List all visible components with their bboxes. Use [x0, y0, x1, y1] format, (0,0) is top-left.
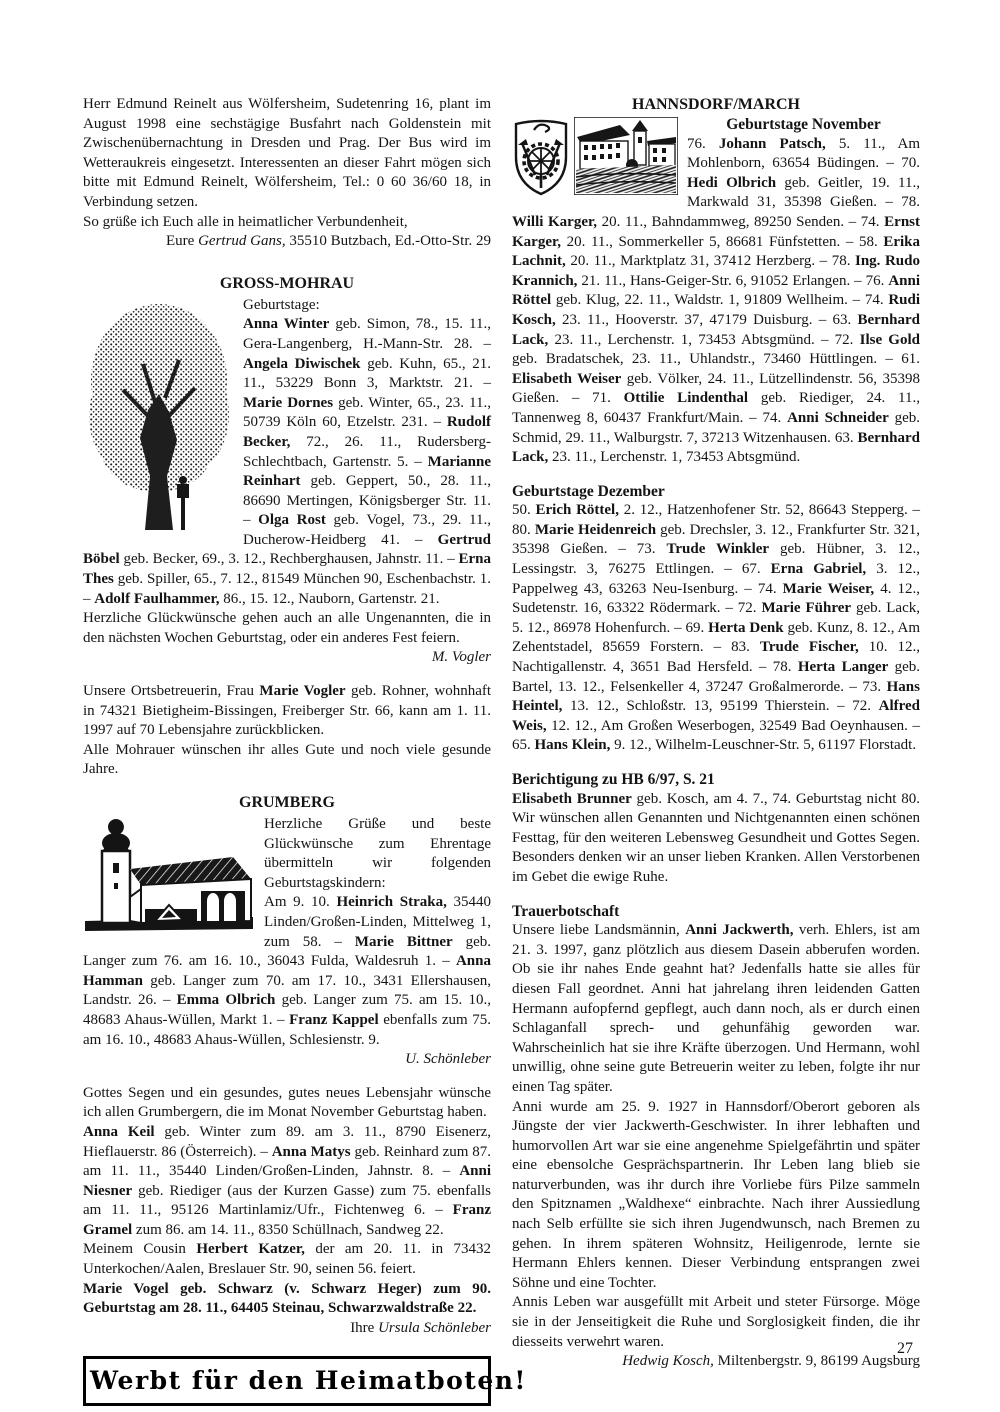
grumberg-intro: Herzliche Grüße und beste Glückwünsche zum Ehrentage übermitteln wir folgenden Geburtstagskindern:: [264, 816, 491, 891]
marie-vogler-note: Unsere Ortsbetreuerin, Frau Marie Vogler geb. Rohner, wohnhaft in 74321 Bietigheim-Bissingen, Freiberger Str. 66, kann am 1. 11. 1997 auf 70 Lebensjahre zurückblicken.: [83, 683, 492, 739]
herbert-katzer-note: Meinem Cousin Herbert Katzer, der am 20. 11. in 73432 Unterkochen/Aalen, Breslauer Str. 90, seinen 56. feiert.: [83, 1241, 491, 1278]
obituary-title: Trauerbotschaft: [512, 902, 620, 920]
gross-mohrau-birthdays: Anna Winter geb. Simon, 78., 15. 11., Gera-Langenberg, H.-Mann-Str. 28. – Angela Diwischek geb. Kuhn, 65., 21. 11., 53229 Bonn 3, Marktstr. 21. – Marie Dornes geb. Winter, 65., 23. 11., 50739 Köln 60, Etzelstr. 231. – Rudolf Becker, 72., 26. 11., Rudersberg-Schlechtbach, Gartenstr. 5. – Marianne Reinhart geb. Geppert, 50., 28. 11., 86690 Mertingen, Königsberger Str. 11. – Olga Rost geb. Vogel, 73., 29. 11., Ducherow-Heidberg 41. – Gertrud Böbel geb. Becker, 69., 3. 12., Rechberghausen, Jahnstr. 11. – Erna Thes geb. Spiller, 65., 7. 12., 81549 München 90, Eschenbachstr. 1. – Adolf Faulhammer, 86., 15. 12., Nauborn, Gartenstr. 21.: [83, 316, 492, 607]
coat-of-arms-illustration: [512, 117, 570, 197]
grumberg-blessing: Gottes Segen und ein gesundes, gutes neues Lebensjahr wünsche ich allen Grumbergern, die im Monat November Geburtstag haben.: [83, 1084, 491, 1121]
promo-banner: [83, 1356, 527, 1406]
gross-mohrau-section: [83, 296, 491, 610]
closing-greeting: So grüße ich Euch alle in heimatlicher Verbundenheit,: [83, 213, 408, 230]
november-birthdays-title: Geburtstage November: [726, 116, 881, 133]
signature-u-schoenleber: U. Schönleber: [405, 1051, 491, 1068]
left-column: [83, 95, 527, 1406]
village-illustration: [574, 117, 678, 197]
november-birthdays: 76. Johann Patsch, 5. 11., Am Mohlenborn, 63654 Büdingen. – 70. Hedi Olbrich geb. Geitler, 19. 11., Markwald 31, 35398 Gießen. – 78. Willi Karger, 20. 11., Bahndammweg, 89250 Senden. – 74. Ernst Karger, 20. 11., Sommerkeller 5, 86681 Fünfstetten. – 58. Erika Lachnit, 20. 11., Marktplatz 31, 37412 Herzberg. – 78. Ing. Rudo Krannich, 21. 11., Hans-Geiger-Str. 6, 91052 Erlangen. – 76. Anni Röttel geb. Klug, 22. 11., Waldstr. 1, 91809 Wellheim. – 74. Rudi Kosch, 23. 11., Hooverstr. 37, 47179 Duisburg. – 63. Bernhard Lack, 23. 11., Lerchenstr. 1, 73453 Abtsgmünd. – 72. Ilse Gold geb. Bradatschek, 23. 11., Uhlandstr., 73460 Hüttlingen. – 61. Elisabeth Weiser geb. Völker, 24. 11., Lützellindenstr. 56, 35398 Gießen. – 71. Ottilie Lindenthal geb. Riediger, 24. 11., Tannenweg 8, 60437 Frankfurt/Main. – 74. Anni Schneider geb. Schmid, 29. 11., Walburgstr. 7, 37213 Witzenhausen. 63. Bernhard Lack, 23. 11., Lerchenstr. 1, 73453 Abtsgmünd.: [512, 135, 921, 466]
marie-vogel-announcement: Marie Vogel geb. Schwarz (v. Schwarz Heger) zum 90. Geburtstag am 28. 11., 64405 Steinau, Schwarzwaldstraße 22.: [83, 1280, 491, 1317]
signature-m-vogler: M. Vogler: [431, 649, 491, 666]
hannsdorf-section: [512, 115, 920, 468]
church-illustration: [83, 817, 255, 933]
tree-illustration: [85, 298, 233, 532]
birthdays-label: Geburtstage:: [243, 296, 320, 313]
december-birthdays: 50. Erich Röttel, 2. 12., Hatzenhofener Str. 52, 86643 Stepperg. – 80. Marie Heidenreich geb. Drechsler, 3. 12., Frankfurter Str. 321, 35398 Gießen. – 73. Trude Winkler geb. Hübner, 3. 12., Lessingstr. 3, 76275 Ettlingen. – 67. Erna Gabriel, 3. 12., Pappelweg 43, 63263 Neu-Isenburg. – 74. Marie Weiser, 4. 12., Sudetenstr. 16, 63322 Rödermark. – 72. Marie Führer geb. Lack, 5. 12., 86978 Hohenfurch. – 69. Herta Denk geb. Kunz, 8. 12., Am Zehentstadel, 85659 Forstern. – 83. Trude Fischer, 10. 12., Nachtigallenstr. 4, 3651 Bad Hersfeld. – 78. Herta Langer geb. Bartel, 13. 12., Felsenkeller 4, 37247 Großalmerorde. – 73. Hans Heintel, 13. 12., Schloßstr. 13, 95199 Thierstein. – 72. Alfred Weis, 12. 12., Am Großen Weserbogen, 32549 Bad Oeynhausen. – 65. Hans Klein, 9. 12., Wilhelm-Leuschner-Str. 5, 61197 Florstadt.: [512, 502, 921, 754]
grumberg-october-birthdays: Am 9. 10. Heinrich Straka, 35440 Linden/Großen-Linden, Mittelweg 1, zum 58. – Marie Bittner geb. Langer zum 76. am 16. 10., 36043 Fulda, Waldesruh 1. – Anna Hamman geb. Langer zum 70. am 17. 10., 3431 Ellershausen, Landstr. 26. – Emma Olbrich geb. Langer zum 75. am 15. 10., 48683 Ahaus-Wüllen, Markt 1. – Franz Kappel ebenfalls zum 75. am 16. 10., 48683 Ahaus-Wüllen, Schlesienstr. 9.: [83, 894, 492, 1048]
correction-title: Berichtigung zu HB 6/97, S. 21: [512, 771, 715, 788]
right-column: [512, 95, 920, 1406]
obituary-paragraph-1: Unsere liebe Landsmännin, Anni Jackwerth, verh. Ehlers, ist am 21. 3. 1997, ganz plötzlich aus diesem Dasein abberufen worden. Ob sie ihr nahes Ende geahnt hat? Jedenfalls hatte sie alles für diesen Fall geordnet. Anni hat jahrelang ihren leidenden Gatten Hermann aufopfernd gepflegt, auch dann noch, als er durch einen Schlaganfall sprech- und gehunfähig geworden war. Wahrscheinlich hat sie ihre Kräfte überzogen. Und Hermann, wohl unwillig, ohne seine gute Betreuerin weiter zu leben, folgte ihr nur einen Tag später.: [512, 922, 921, 1095]
marie-vogler-wishes: Alle Mohrauer wünschen ihr alles Gute und noch viele gesunde Jahre.: [83, 741, 491, 778]
section-title-grumberg: GRUMBERG: [239, 794, 335, 811]
section-title-hannsdorf: HANNSDORF/MARCH: [632, 96, 800, 113]
page-number: 27: [897, 1340, 913, 1357]
signature-ursula-schoenleber: Ihre Ursula Schönleber: [350, 1319, 491, 1336]
grumberg-november-birthdays: Anna Keil geb. Winter zum 89. am 3. 11., 8790 Eisenerz, Hieflauerstr. 86 (Österreich). – Anna Matys geb. Reinhard zum 87. am 11. 11., 35440 Linden/Großen-Linden, Jahnstr. 8. – Anni Niesner geb. Riediger (aus der Kurzen Gasse) zum 75. ebenfalls am 11. 11., 95126 Martinlamiz/Ufr., Fichtenweg 6. – Franz Gramel zum 86. am 14. 11., 8350 Schüllnach, Sandweg 22.: [83, 1123, 492, 1238]
obituary-paragraph-3: Annis Leben war ausgefüllt mit Arbeit und steter Fürsorge. Möge sie in der Jenseitigkeit die Ruhe und Sorglosigkeit finden, die ihr diesseits verwehrt waren.: [512, 1294, 920, 1350]
section-title-gross-mohrau: GROSS-MOHRAU: [219, 274, 355, 292]
page-content: [83, 95, 921, 1406]
obituary-paragraph-2: Anni wurde am 25. 9. 1927 in Hannsdorf/Oberort geboren als Jüngste der vier Jackwerth-Geschwister. In ihrer lebhaften und humorvollen Art war sie eine angenehme Spielgefährtin und später eine ebensolche Gesprächspartnerin. Ihr Leben lang blieb sie naturverbunden, was ihr durch ihre Vorliebe fürs Pilze sammeln den Spitznamen „Waldhexe“ einbrachte. Nach ihrer Aussiedlung nach Selb erfüllte sie sich ihren Jugendwunsch, nach Bremen zu gehen. In ihrem späteren Wohnsitz, Heiligenrode, lernte sie Hermann Ehlers kennen. Dieser Verbindung entsprangen zwei Söhne und eine Tochter.: [512, 1098, 920, 1291]
promo-banner-text: Werbt für den Heimatboten!: [90, 1366, 527, 1396]
grumberg-section: [83, 815, 491, 1050]
signature-hedwig-kosch: Hedwig Kosch, Miltenbergstr. 9, 86199 Augsburg: [622, 1353, 920, 1370]
intro-paragraph: Herr Edmund Reinelt aus Wölfersheim, Sudetenring 16, plant im August 1998 eine sechstägige Busfahrt nach Goldenstein mit Zwischenübernachtung in Dresden und Prag. Der Bus wird im Wetteraukreis eingesetzt. Interessenten an dieser Fahrt mögen sich bitte mit Edmund Reinelt, Wölfersheim, Tel.: 0 60 36/60 18, in Verbindung setzen.: [83, 96, 491, 210]
hannsdorf-illustrations: [512, 117, 678, 197]
december-birthdays-title: Geburtstage Dezember: [512, 482, 665, 500]
signature-gertrud-gans: Eure Gertrud Gans, 35510 Butzbach, Ed.-Otto-Str. 29: [166, 233, 491, 250]
correction-text: Elisabeth Brunner geb. Kosch, am 4. 7., 74. Geburtstag nicht 80. Wir wünschen allen Genannten und Nichtgenannten einen schönen Festtag, für den weiteren Lebensweg Gesundheit und Gottes Segen. Besonders denken wir an unser lieben Kranken. Allen Verstorbenen im Gebet die ewige Ruhe.: [512, 790, 920, 885]
congratulations-note: Herzliche Glückwünsche gehen auch an alle Ungenannten, die in den nächsten Wochen Geburtstag, oder ein anderes Fest feiern.: [83, 610, 491, 646]
